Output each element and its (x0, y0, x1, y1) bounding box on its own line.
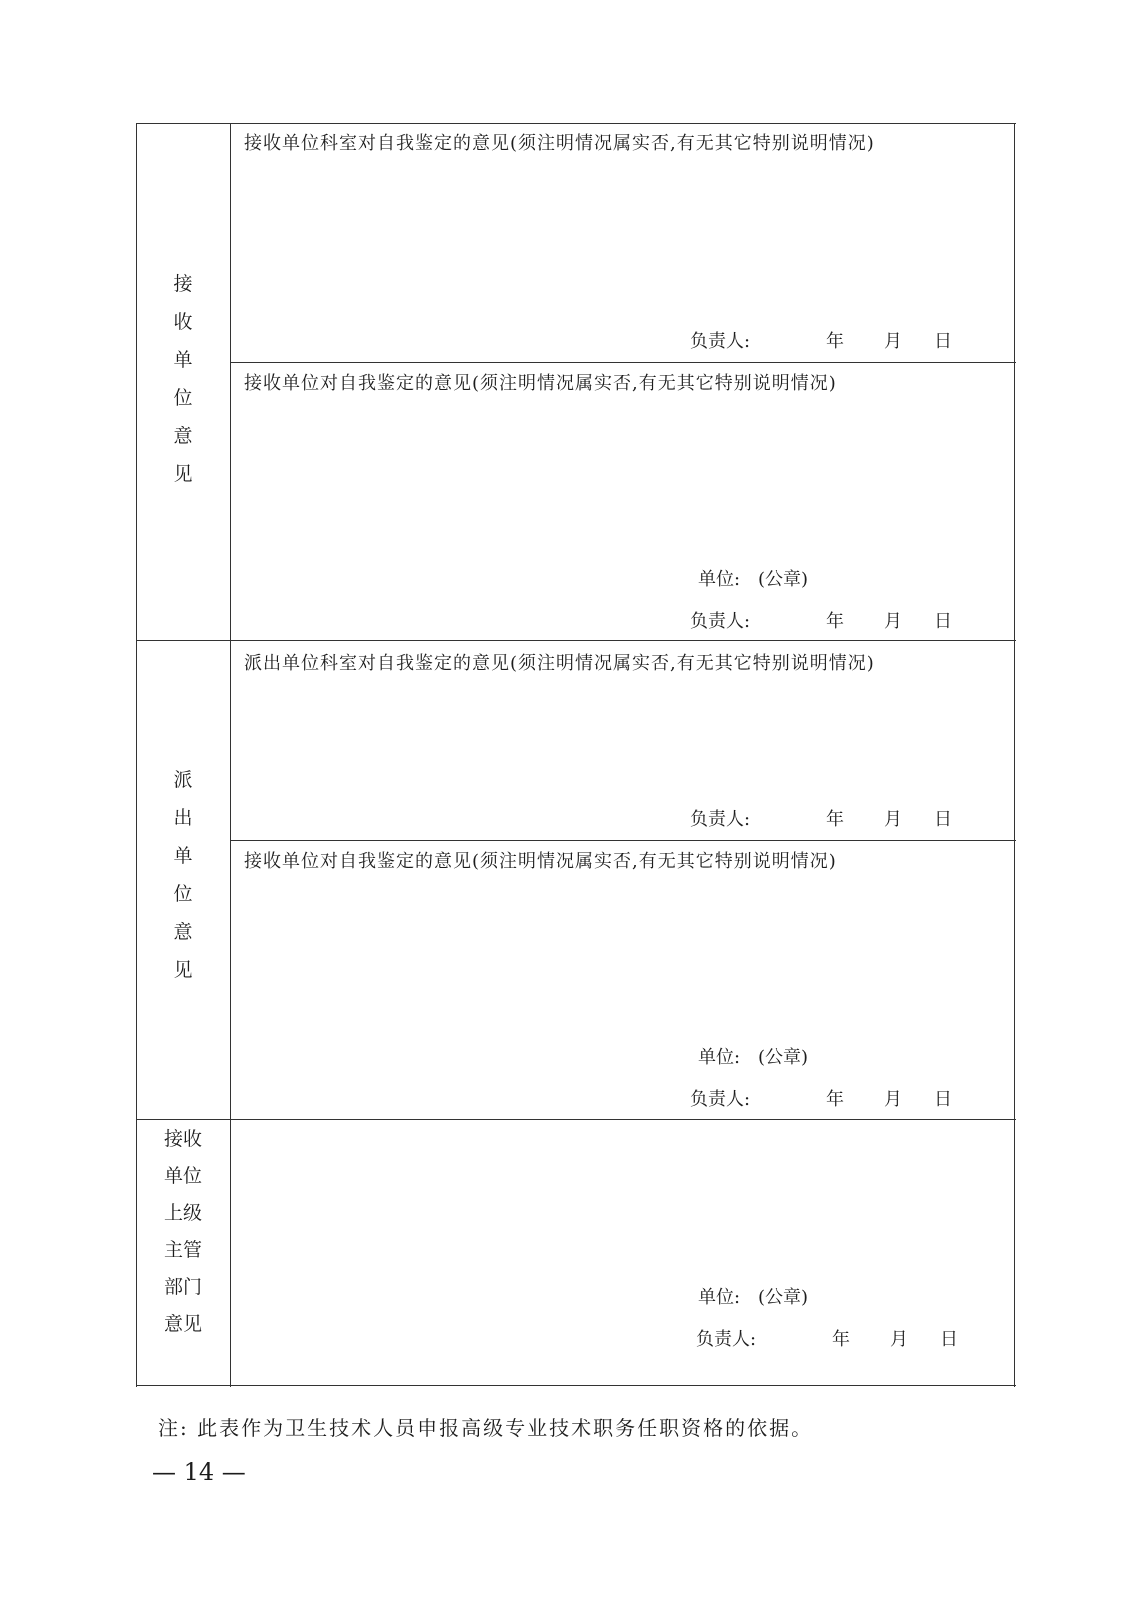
label-char: 单 (173, 349, 193, 371)
month-label: 月 (884, 331, 902, 352)
seal-label: (公章) (758, 1287, 809, 1308)
year-label: 年 (826, 331, 844, 352)
sending-unit-label (136, 761, 230, 989)
label-line: 意见 (163, 1313, 202, 1335)
seal-label: (公章) (758, 569, 809, 590)
footnote: 注: 此表作为卫生技术人员申报高级专业技术职务任职资格的依据。 (158, 1416, 814, 1440)
label-column-divider (230, 123, 231, 1387)
superior-department-label (136, 1121, 230, 1343)
label-char: 意 (173, 425, 193, 447)
responsible-label: 负责人: (690, 331, 751, 352)
responsible-label: 负责人: (690, 1089, 751, 1110)
label-char: 见 (173, 463, 193, 485)
unit-label: 单位: (698, 1047, 741, 1068)
sending-dept-opinion-heading: 派出单位科室对自我鉴定的意见(须注明情况属实否,有无其它特别说明情况) (244, 653, 875, 674)
table-border-top (136, 123, 1016, 124)
receiving-unit-label (136, 265, 230, 493)
day-label: 日 (934, 611, 952, 632)
year-label: 年 (826, 809, 844, 830)
table-border-right (1014, 123, 1015, 1387)
year-label: 年 (832, 1329, 850, 1350)
label-char: 出 (173, 807, 193, 829)
receiving-unit-opinion-heading: 接收单位对自我鉴定的意见(须注明情况属实否,有无其它特别说明情况) (244, 373, 837, 394)
opinion-form-table (136, 123, 1016, 1387)
month-label: 月 (890, 1329, 908, 1350)
label-char: 收 (173, 311, 193, 333)
year-label: 年 (826, 1089, 844, 1110)
label-char: 位 (173, 387, 193, 409)
responsible-label: 负责人: (696, 1329, 757, 1350)
label-char: 见 (173, 959, 193, 981)
receiving-dept-opinion-heading: 接收单位科室对自我鉴定的意见(须注明情况属实否,有无其它特别说明情况) (244, 133, 875, 154)
label-line: 部门 (163, 1276, 202, 1298)
seal-label: (公章) (758, 1047, 809, 1068)
label-char: 派 (173, 769, 193, 791)
label-line: 主管 (163, 1239, 202, 1261)
page-number: — 14 — (152, 1458, 246, 1486)
section-divider-2 (136, 1119, 1016, 1120)
day-label: 日 (934, 331, 952, 352)
label-char: 单 (173, 845, 193, 867)
label-char: 接 (173, 273, 193, 295)
responsible-label: 负责人: (690, 809, 751, 830)
month-label: 月 (884, 611, 902, 632)
table-border-bottom (136, 1385, 1016, 1386)
label-line: 上级 (163, 1202, 202, 1224)
day-label: 日 (934, 1089, 952, 1110)
label-char: 意 (173, 921, 193, 943)
year-label: 年 (826, 611, 844, 632)
unit-label: 单位: (698, 569, 741, 590)
row-divider-receiving (230, 362, 1016, 363)
label-line: 单位 (163, 1165, 202, 1187)
month-label: 月 (884, 809, 902, 830)
section-divider-1 (136, 640, 1016, 641)
unit-label: 单位: (698, 1287, 741, 1308)
label-char: 位 (173, 883, 193, 905)
sending-unit-opinion-heading: 接收单位对自我鉴定的意见(须注明情况属实否,有无其它特别说明情况) (244, 851, 837, 872)
day-label: 日 (934, 809, 952, 830)
label-line: 接收 (163, 1128, 202, 1150)
row-divider-sending (230, 840, 1016, 841)
day-label: 日 (940, 1329, 958, 1350)
responsible-label: 负责人: (690, 611, 751, 632)
month-label: 月 (884, 1089, 902, 1110)
